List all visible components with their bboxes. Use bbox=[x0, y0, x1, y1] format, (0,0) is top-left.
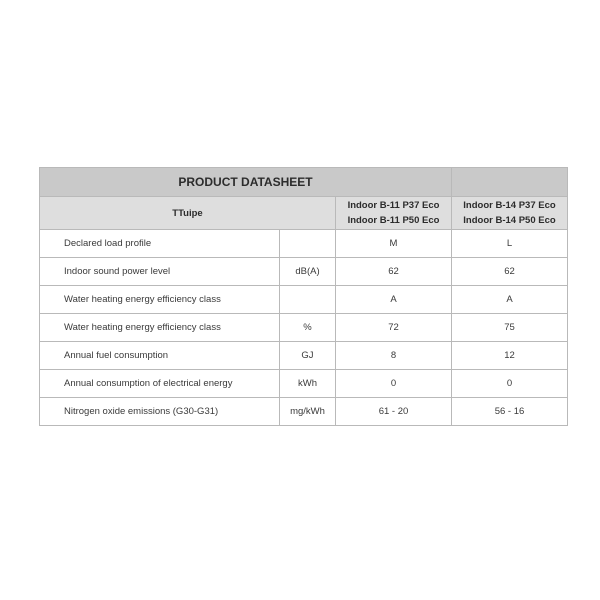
value-cell: L bbox=[452, 230, 568, 258]
unit-cell bbox=[280, 230, 336, 258]
table-row bbox=[40, 398, 568, 426]
unit-cell: GJ bbox=[280, 342, 336, 370]
product-datasheet-table bbox=[39, 167, 568, 426]
value-cell: 61 - 20 bbox=[336, 398, 452, 426]
title-empty-cell bbox=[452, 168, 568, 197]
model-1-line-1: Indoor B-11 P37 Eco bbox=[347, 200, 440, 211]
model-column-1 bbox=[336, 197, 452, 230]
value-cell: 0 bbox=[452, 370, 568, 398]
datasheet-title: PRODUCT DATASHEET bbox=[40, 168, 452, 197]
unit-cell: kWh bbox=[280, 370, 336, 398]
model-column-2 bbox=[452, 197, 568, 230]
unit-cell: dB(A) bbox=[280, 258, 336, 286]
param-cell: Water heating energy efficiency class bbox=[40, 286, 280, 314]
value-cell: A bbox=[452, 286, 568, 314]
unit-cell: % bbox=[280, 314, 336, 342]
param-cell: Annual fuel consumption bbox=[40, 342, 280, 370]
table-row bbox=[40, 258, 568, 286]
value-cell: 62 bbox=[452, 258, 568, 286]
unit-cell: mg/kWh bbox=[280, 398, 336, 426]
table-row bbox=[40, 370, 568, 398]
model-2-line-2: Indoor B-14 P50 Eco bbox=[463, 215, 556, 226]
table-row bbox=[40, 342, 568, 370]
unit-cell bbox=[280, 286, 336, 314]
title-row bbox=[40, 168, 568, 197]
header-row bbox=[40, 197, 568, 230]
value-cell: 8 bbox=[336, 342, 452, 370]
table-row bbox=[40, 314, 568, 342]
value-cell: 56 - 16 bbox=[452, 398, 568, 426]
value-cell: 75 bbox=[452, 314, 568, 342]
value-cell: A bbox=[336, 286, 452, 314]
model-2-line-1: Indoor B-14 P37 Eco bbox=[463, 200, 556, 211]
table-row bbox=[40, 230, 568, 258]
value-cell: 72 bbox=[336, 314, 452, 342]
param-cell: Indoor sound power level bbox=[40, 258, 280, 286]
value-cell: 62 bbox=[336, 258, 452, 286]
param-cell: Declared load profile bbox=[40, 230, 280, 258]
table-row bbox=[40, 286, 568, 314]
model-1-line-2: Indoor B-11 P50 Eco bbox=[347, 215, 440, 226]
value-cell: M bbox=[336, 230, 452, 258]
param-cell: Annual consumption of electrical energy bbox=[40, 370, 280, 398]
param-cell: Nitrogen oxide emissions (G30-G31) bbox=[40, 398, 280, 426]
value-cell: 12 bbox=[452, 342, 568, 370]
type-label: TTuipe bbox=[40, 197, 336, 230]
value-cell: 0 bbox=[336, 370, 452, 398]
param-cell: Water heating energy efficiency class bbox=[40, 314, 280, 342]
